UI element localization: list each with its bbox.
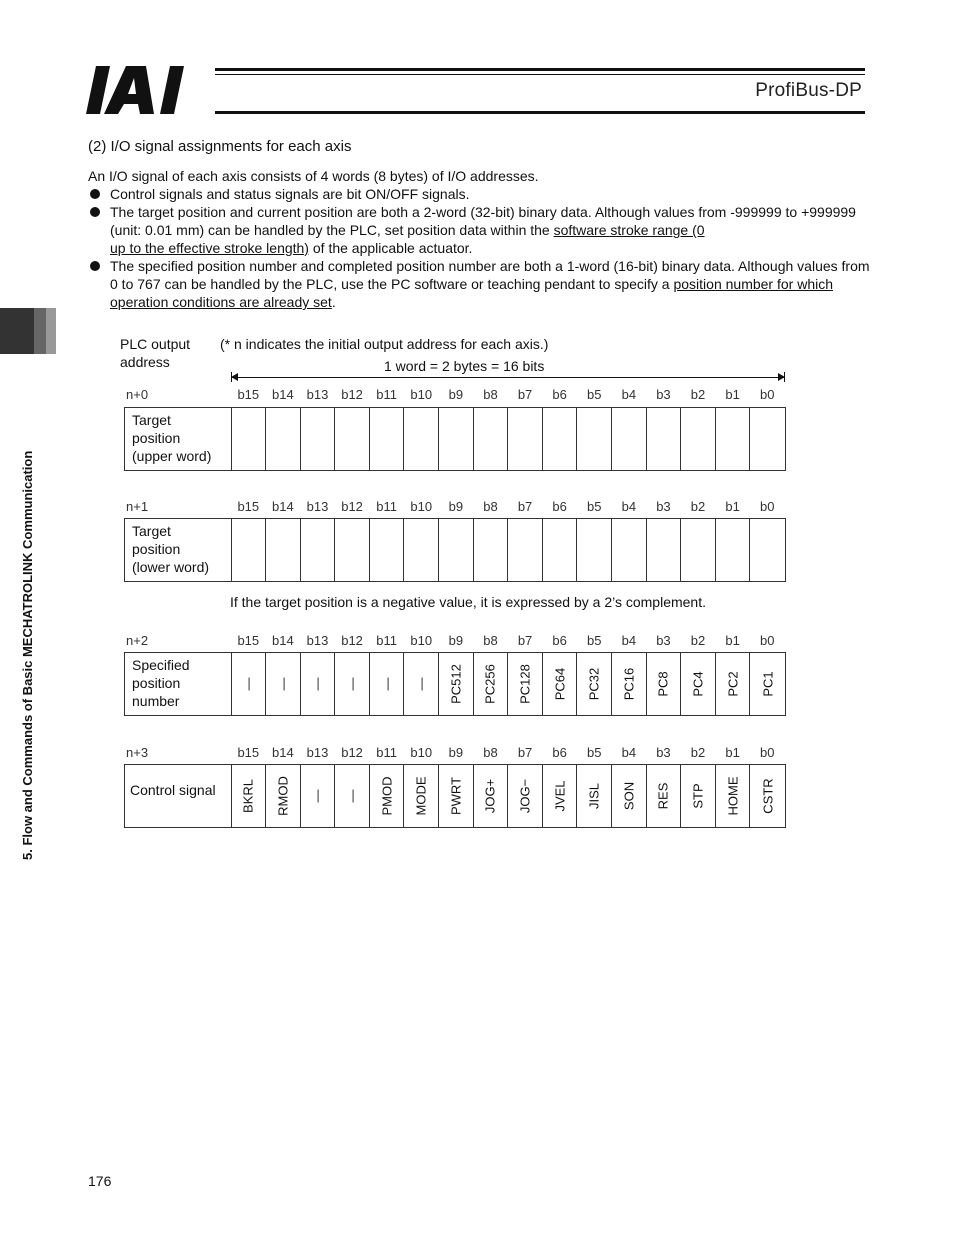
signal-name: — <box>413 677 429 691</box>
bit-label: b4 <box>621 745 637 760</box>
row-caption: Target position (upper word) <box>125 408 232 470</box>
bit-label: b3 <box>656 745 671 760</box>
intro-text: An I/O signal of each axis consists of 4 words (8 bytes) of I/O addresses. <box>88 168 539 184</box>
bit-label: b2 <box>690 745 706 760</box>
signal-name: PC128 <box>517 664 533 704</box>
bit-cell <box>681 765 716 827</box>
bit-label: b1 <box>725 387 740 402</box>
bit-label: b15 <box>237 745 260 760</box>
signal-name: CSTR <box>760 778 776 814</box>
word-span-arrow <box>231 377 785 378</box>
bit-cell <box>335 408 370 470</box>
bit-cell <box>750 653 785 715</box>
bit-cell <box>301 765 336 827</box>
bit-cell <box>232 653 267 715</box>
bit-label: b9 <box>448 387 464 402</box>
address-label: n+2 <box>126 633 149 648</box>
bit-label: b14 <box>272 745 294 760</box>
bit-label: b6 <box>552 387 567 402</box>
bit-label: b7 <box>517 745 533 760</box>
bit-label: b6 <box>552 499 567 514</box>
signal-name: — <box>275 677 291 691</box>
bit-cell <box>335 653 370 715</box>
bit-cell <box>647 653 682 715</box>
bit-label: b8 <box>483 745 498 760</box>
bit-cell <box>612 653 647 715</box>
chapter-tab <box>0 308 34 354</box>
bullet-item: Control signals and status signals are bit ON/OFF signals. <box>88 185 878 203</box>
bit-cell <box>439 653 474 715</box>
bit-cell <box>404 653 439 715</box>
bit-label: b11 <box>376 387 398 402</box>
bit-label: b0 <box>759 745 775 760</box>
bit-cell <box>404 765 439 827</box>
bit-label: b1 <box>725 633 740 648</box>
bit-header <box>231 633 785 648</box>
bit-cell <box>750 408 785 470</box>
bit-label: b7 <box>517 633 533 648</box>
row-caption: Control signal <box>125 765 232 827</box>
bit-label: b10 <box>410 745 433 760</box>
bit-label: b13 <box>306 499 329 514</box>
signal-name: — <box>379 677 395 691</box>
signal-name: PC2 <box>725 671 741 697</box>
bit-cell <box>543 653 578 715</box>
bit-cell <box>404 519 439 581</box>
signal-name: — <box>309 789 325 803</box>
register-row <box>124 764 786 828</box>
bit-label: b12 <box>341 745 363 760</box>
signal-name: PC256 <box>482 664 498 704</box>
page-number: 176 <box>88 1173 112 1189</box>
address-label: n+3 <box>126 745 149 760</box>
bit-cell <box>474 519 509 581</box>
signal-name: STP <box>690 783 706 809</box>
bit-cell <box>612 765 647 827</box>
bit-cell <box>508 765 543 827</box>
bit-cell <box>474 408 509 470</box>
position-number-link: position number for which operation conditions are already set <box>110 276 834 310</box>
bit-label: b12 <box>341 633 363 648</box>
chapter-tab <box>46 308 56 354</box>
bit-label: b3 <box>656 633 671 648</box>
bit-header <box>231 387 785 402</box>
diagram-note: (* n indicates the initial output address for each axis.) <box>220 336 549 352</box>
bit-cell <box>404 408 439 470</box>
bit-label: b1 <box>725 745 740 760</box>
bit-cell <box>370 765 405 827</box>
signal-name: JOG+ <box>482 778 498 814</box>
bit-cell <box>474 653 509 715</box>
bit-label: b10 <box>410 499 433 514</box>
bit-label: b0 <box>759 387 775 402</box>
bit-cell <box>474 765 509 827</box>
signal-name: — <box>309 677 325 691</box>
bit-cell <box>439 408 474 470</box>
signal-name: PMOD <box>379 776 395 816</box>
register-row <box>124 518 786 582</box>
bit-label: b11 <box>376 633 398 648</box>
bit-label: b0 <box>759 499 775 514</box>
bit-label: b15 <box>237 387 260 402</box>
chapter-title: 5. Flow and Commands of Basic MECHATROLINK Communication <box>20 450 35 860</box>
bit-label: b3 <box>656 499 671 514</box>
bit-cell <box>370 519 405 581</box>
bit-label: b5 <box>587 387 602 402</box>
bit-cell <box>508 653 543 715</box>
signal-name: HOME <box>725 776 741 816</box>
bit-label: b14 <box>272 633 294 648</box>
signal-name: PC32 <box>586 667 602 701</box>
bit-cell <box>301 408 336 470</box>
bit-cell <box>370 653 405 715</box>
bit-label: b7 <box>517 499 533 514</box>
plc-label: address <box>120 354 170 370</box>
bit-label: b14 <box>272 499 294 514</box>
bit-label: b8 <box>483 499 498 514</box>
bit-label: b11 <box>376 745 398 760</box>
bit-cell <box>508 519 543 581</box>
iai-logo <box>86 66 206 114</box>
bullet-icon <box>90 261 100 271</box>
stroke-range-link: up to the effective stroke length) <box>110 240 309 256</box>
bullet-icon <box>90 207 100 217</box>
bit-header <box>231 499 785 514</box>
bit-label: b13 <box>306 387 329 402</box>
bit-cell <box>750 519 785 581</box>
bit-cell <box>716 408 751 470</box>
bit-label: b12 <box>341 387 363 402</box>
bit-cell <box>716 653 751 715</box>
bit-cell <box>647 408 682 470</box>
bit-cell <box>543 519 578 581</box>
address-label: n+1 <box>126 499 149 514</box>
bit-cell <box>266 519 301 581</box>
signal-name: BKRL <box>240 779 256 813</box>
bit-cell <box>439 765 474 827</box>
bit-cell <box>577 519 612 581</box>
bit-label: b10 <box>410 387 433 402</box>
signal-name: PC1 <box>760 671 776 697</box>
header-rule <box>215 111 865 114</box>
bullet-item: The target position and current position are both a 2-word (32-bit) binary data. Although values from -999999 to +999999 (unit: 0.01 mm) can be handled by the PLC, set position data within the software stroke range (0 up to the effective stroke length) of the applicable actuator. <box>88 203 878 257</box>
register-row <box>124 652 786 716</box>
bit-cell <box>681 408 716 470</box>
bit-cell <box>266 765 301 827</box>
signal-name: RMOD <box>275 776 291 816</box>
signal-name: RES <box>655 782 671 810</box>
bit-cell <box>716 765 751 827</box>
bit-cell <box>266 653 301 715</box>
signal-name: JVEL <box>552 780 568 812</box>
stroke-range-link: software stroke range (0 <box>553 222 705 238</box>
bit-label: b15 <box>237 499 260 514</box>
bit-label: b15 <box>237 633 260 648</box>
plc-label: PLC output <box>120 336 191 352</box>
signal-name: PC64 <box>552 667 568 701</box>
signal-name: — <box>240 677 256 691</box>
bit-cell <box>750 765 785 827</box>
bullet-item: The specified position number and completed position number are both a 1-word (16-bit) binary data. Although values from 0 to 767 can be handled by the PLC, use the PC software or teaching pendant to specify a position number for which operation conditions are already set. <box>88 257 878 311</box>
register-row <box>124 407 786 471</box>
bit-cell <box>232 765 267 827</box>
address-label: n+0 <box>126 387 149 402</box>
bit-cell <box>301 519 336 581</box>
bit-cell <box>577 765 612 827</box>
signal-name: MODE <box>413 776 429 816</box>
signal-name: JOG− <box>517 778 533 814</box>
bit-cell <box>716 519 751 581</box>
bit-label: b4 <box>621 387 637 402</box>
bit-label: b3 <box>656 387 671 402</box>
chapter-tab <box>34 308 46 354</box>
bit-label: b9 <box>448 499 464 514</box>
word-size-label: 1 word = 2 bytes = 16 bits <box>384 358 545 374</box>
signal-name: — <box>344 677 360 691</box>
signal-name: PC512 <box>448 664 464 704</box>
bit-label: b9 <box>448 633 464 648</box>
bit-label: b9 <box>448 745 464 760</box>
bit-label: b5 <box>587 499 602 514</box>
bit-label: b7 <box>517 387 533 402</box>
bit-label: b2 <box>690 387 706 402</box>
bit-label: b5 <box>587 633 602 648</box>
bit-label: b5 <box>587 745 602 760</box>
bit-cell <box>266 408 301 470</box>
bit-cell <box>335 765 370 827</box>
bit-label: b2 <box>690 633 706 648</box>
bit-cell <box>612 519 647 581</box>
bit-label: b13 <box>306 633 329 648</box>
bit-cell <box>577 653 612 715</box>
bit-label: b12 <box>341 499 363 514</box>
bit-cell <box>301 653 336 715</box>
bit-cell <box>647 519 682 581</box>
bit-cell <box>577 408 612 470</box>
bit-label: b10 <box>410 633 433 648</box>
bit-cell <box>612 408 647 470</box>
bit-cell <box>543 408 578 470</box>
arrow-left-icon <box>229 372 239 382</box>
bullet-icon <box>90 189 100 199</box>
bit-label: b2 <box>690 499 706 514</box>
arrow-right-icon <box>777 372 787 382</box>
bit-cell <box>681 519 716 581</box>
bit-label: b4 <box>621 633 637 648</box>
signal-name: PWRT <box>448 776 464 816</box>
bit-label: b11 <box>376 499 398 514</box>
bit-cell <box>681 653 716 715</box>
bit-cell <box>543 765 578 827</box>
row-caption: Specified position number <box>125 653 232 715</box>
bit-cell <box>335 519 370 581</box>
bit-cell <box>647 765 682 827</box>
bit-cell <box>439 519 474 581</box>
signal-name: SON <box>621 781 637 811</box>
bit-label: b8 <box>483 387 498 402</box>
signal-name: PC8 <box>655 671 671 697</box>
header-rule <box>215 68 865 71</box>
bit-label: b1 <box>725 499 740 514</box>
signal-name: JISL <box>586 782 602 810</box>
bit-label: b4 <box>621 499 637 514</box>
bit-cell <box>232 408 267 470</box>
bit-label: b6 <box>552 633 567 648</box>
bit-label: b0 <box>759 633 775 648</box>
signal-name: PC16 <box>621 667 637 701</box>
section-title: (2) I/O signal assignments for each axis <box>88 138 352 155</box>
row-caption: Target position (lower word) <box>125 519 232 581</box>
bit-label: b14 <box>272 387 294 402</box>
bit-label: b8 <box>483 633 498 648</box>
bit-header <box>231 745 785 760</box>
bit-label: b6 <box>552 745 567 760</box>
signal-name: — <box>344 789 360 803</box>
bit-cell <box>232 519 267 581</box>
header-rule <box>215 74 865 75</box>
product-name: ProfiBus-DP <box>755 80 862 101</box>
bit-cell <box>370 408 405 470</box>
bit-label: b13 <box>306 745 329 760</box>
twos-complement-note: If the target position is a negative value, it is expressed by a 2’s complement. <box>230 594 706 610</box>
signal-name: PC4 <box>690 671 706 697</box>
bit-cell <box>508 408 543 470</box>
